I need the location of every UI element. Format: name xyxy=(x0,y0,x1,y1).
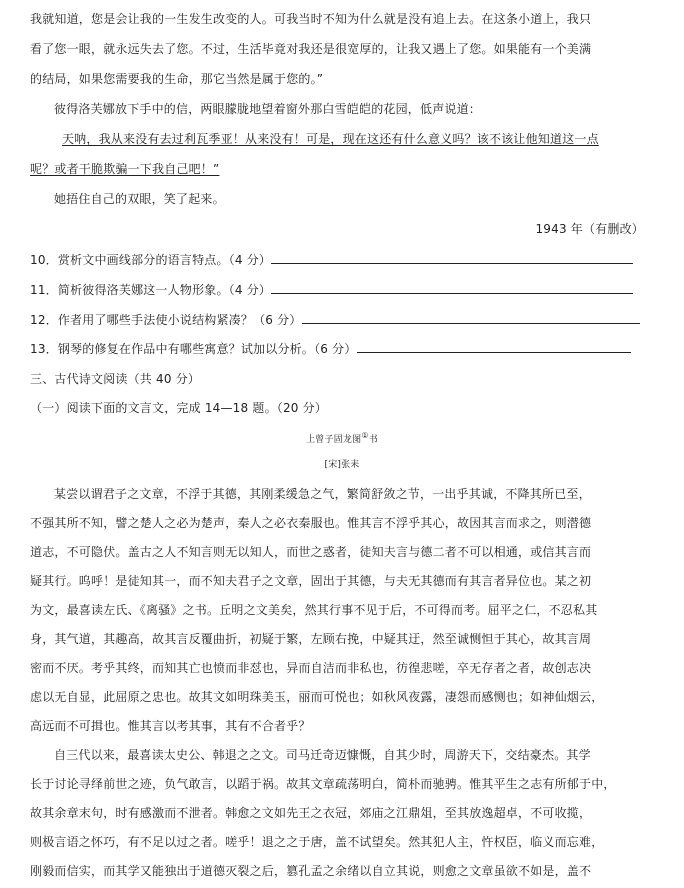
section-subheading: （一）阅读下面的文言文，完成 14—18 题。（20 分） xyxy=(30,401,328,415)
question-text: 10．赏析文中画线部分的语言特点。（4 分） xyxy=(30,253,272,267)
underlined-line-2: 呢？或者干脆欺骗一下我自己吧！” xyxy=(30,162,220,176)
classical-line: 则极言语之怀巧，有不足以过之者。嗟乎！退之之于唐，盖不试望矣。然其犯人主，忤权臣，临义而忘难， xyxy=(30,835,604,849)
answer-blank xyxy=(302,312,640,324)
classical-line: 疑其行。呜呼！是徒知其一，而不知夫君子之文章，固出于其德，与夫无其德而有其言者异位也。某之初 xyxy=(30,574,592,588)
classical-line: 某尝以谓君子之文章，不浮于其德，其刚柔缓急之气，繁简舒敛之节，一出乎其诚，不降其所已至， xyxy=(54,487,591,501)
story-line-3: 的结局，如果您需要我的生命，那它当然是属于您的。” xyxy=(30,72,324,86)
underlined-line-1: 天呐，我从来没有去过利瓦季亚！从来没有！可是，现在这还有什么意义吗？该不该让他知道这一点 xyxy=(62,132,599,146)
story-paragraph-letter: 彼得洛芙娜放下手中的信，两眼朦胧地望着窗外那白雪皑皑的花园，低声说道： xyxy=(54,102,482,116)
question-11 xyxy=(30,282,633,298)
classical-line: 虑以无自显，此屈原之忠也。故其文如明珠美玉，丽而可悦也；如秋风夜露，凄怨而感恻也；如神仙烟云， xyxy=(30,690,604,704)
title-text-end: 书 xyxy=(368,435,378,445)
classical-line: 为文，最喜读左氏、《离骚》之书。丘明之文美矣，然其行事不见于后，不可得而考。屈平之仁，不忍私其 xyxy=(30,603,598,617)
classical-line: 长于讨论寻绎前世之迹，负气敢言，以蹈于祸。故其文章疏荡明白，简朴而驰骋。惟其平生之志有所郁于中， xyxy=(30,777,616,791)
question-10 xyxy=(30,252,633,268)
classical-title xyxy=(0,428,684,448)
classical-line: 道志，不可隐伏。盖古之人不知言则无以知人，而世之惑者，徒知夫言与德二者不可以相通，或信其言而 xyxy=(30,545,592,559)
classical-line: 密而不厌。考乎其终，而知其亡也愤而非怼也，异而自洁而非私也，彷徨悲嗟，卒无存者之者，故创志决 xyxy=(30,661,592,675)
story-paragraph-end: 她捂住自己的双眼，笑了起来。 xyxy=(54,192,225,206)
question-text: 12．作者用了哪些手法使小说结构紧凑？（6 分） xyxy=(30,313,302,327)
classical-line: 身，其气道，其趣高，故其言反覆曲折，初疑于繁，左顾右挽，中疑其迂，然至诚恻怛于其心，故其言周 xyxy=(30,632,592,646)
answer-blank xyxy=(357,341,631,353)
classical-line: 故其余章末句，时有感激而不泄者。韩愈之文如先王之衣冠，郊庙之江鼎俎，至其放逸超卓，不可收揽， xyxy=(30,806,592,820)
title-text: 上曾子固龙图 xyxy=(306,435,362,445)
classical-line: 高远而不可揖也。惟其言以考其事，其有不合者乎？ xyxy=(30,719,311,733)
answer-blank xyxy=(271,282,633,294)
section-heading: 三、古代诗文阅读（共 40 分） xyxy=(30,372,201,386)
classical-line: 刚毅而信实，而其学又能独出于道德灭裂之后，篡孔孟之余绪以自立其说，则愈之文章虽欲不如是，盖不 xyxy=(30,864,592,878)
classical-line: 自三代以来，最喜读太史公、韩退之之文。司马迁奇迈慷慨，自其少时，周游天下，交结豪杰。其学 xyxy=(54,748,591,762)
story-line-1: 我就知道，您是会让我的一生发生改变的人。可我当时不知为什么就是没有追上去。在这条小道上，我只 xyxy=(30,12,592,26)
classical-author: [宋]张耒 xyxy=(324,460,360,470)
question-text: 13．钢琴的修复在作品中有哪些寓意？试加以分析。（6 分） xyxy=(30,342,357,356)
question-12 xyxy=(30,312,640,328)
answer-blank xyxy=(271,252,633,264)
story-line-2: 看了您一眼，就永远失去了您。不过，生活毕竟对我还是很宽厚的，让我又遇上了您。如果能有一个美满 xyxy=(30,42,592,56)
story-date: 1943 年（有删改） xyxy=(535,222,644,236)
question-text: 11．简析彼得洛芙娜这一人物形象。（4 分） xyxy=(30,283,272,297)
question-13 xyxy=(30,341,631,357)
classical-line: 不强其所不知，譬之楚人之必为楚声，秦人之必衣秦服也。惟其言不浮乎其心，故因其言而求之，则潜德 xyxy=(30,516,592,530)
title-footnote-mark: ① xyxy=(361,431,369,440)
